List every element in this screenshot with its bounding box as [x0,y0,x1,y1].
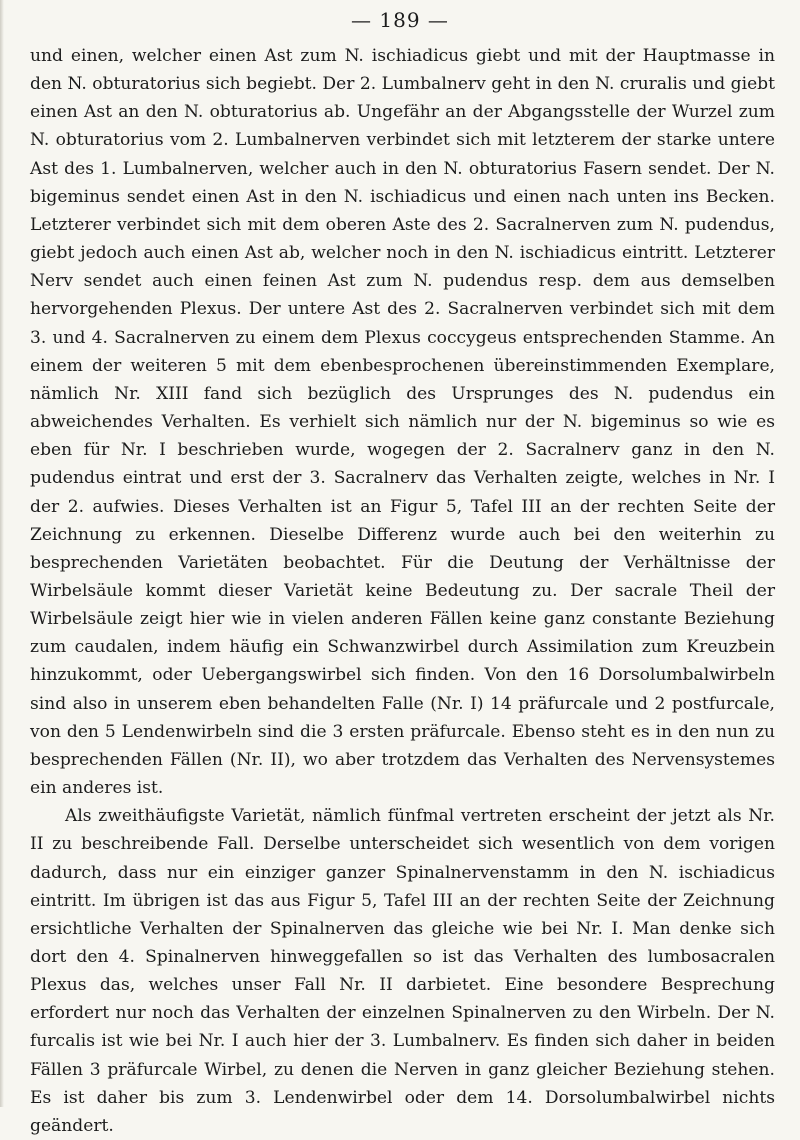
body-text [30,42,775,1140]
page-number: — 189 — [351,8,449,32]
page-edge-shadow [0,0,4,1107]
paragraph-2: Als zweithäufigste Varietät, nämlich fünfmal vertreten erscheint der jetzt als Nr. II zu beschreibende Fall. Derselbe unterscheidet sich wesentlich von dem vorigen dadurch, dass nur ein einziger ganzer Spinalnervenstamm in den N. ischiadicus eintritt. Im übrigen ist das aus Figur 5, Tafel III an der rechten Seite der Zeichnung ersichtliche Verhalten der Spinalnerven das gleiche wie bei Nr. I. Man denke sich dort den 4. Spinalnerven hinweggefallen so ist das Verhalten des lumbosacralen Plexus das, welches unser Fall Nr. II darbietet. Eine besondere Besprechung erfordert nur noch das Verhalten der einzelnen Spinalnerven zu den Wirbeln. Der N. furcalis ist wie bei Nr. I auch hier der 3. Lumbalnerv. Es finden sich daher in beiden Fällen 3 präfurcale Wirbel, zu denen die Nerven in ganz gleicher Beziehung stehen. Es ist daher bis zum 3. Lendenwirbel oder dem 14. Dorsolumbalwirbel nichts geändert. [30,806,775,1136]
paragraph-1: und einen, welcher einen Ast zum N. ischiadicus giebt und mit der Hauptmasse in den N. obturatorius sich begiebt. Der 2. Lumbalnerv geht in den N. cruralis und giebt einen Ast an den N. obturatorius ab. Ungefähr an der Abgangsstelle der Wurzel zum N. obturatorius vom 2. Lumbalnerven verbindet sich mit letzterem der starke untere Ast des 1. Lumbalnerven, welcher auch in den N. obturatorius Fasern sendet. Der N. bigeminus sendet einen Ast in den N. ischiadicus und einen nach unten ins Becken. Letzterer verbindet sich mit dem oberen Aste des 2. Sacralnerven zum N. pudendus, giebt jedoch auch einen Ast ab, welcher noch in den N. ischiadicus eintritt. Letzterer Nerv sendet auch einen feinen Ast zum N. pudendus resp. dem aus demselben hervorgehenden Plexus. Der untere Ast des 2. Sacralnerven verbindet sich mit dem 3. und 4. Sacralnerven zu einem dem Plexus coccygeus entsprechenden Stamme. An einem der weiteren 5 mit dem ebenbesprochenen übereinstimmenden Exemplare, nämlich Nr. XIII fand sich bezüglich des Ursprunges des N. pudendus ein abweichendes Verhalten. Es verhielt sich nämlich nur der N. bigeminus so wie es eben für Nr. I beschrieben wurde, wogegen der 2. Sacralnerv ganz in den N. pudendus eintrat und erst der 3. Sacralnerv das Verhalten zeigte, welches in Nr. I der 2. aufwies. Dieses Verhalten ist an Figur 5, Tafel III an der rechten Seite der Zeichnung zu erkennen. Dieselbe Differenz wurde auch bei den weiterhin zu besprechenden Varietäten beobachtet. Für die Deutung der Verhältnisse der Wirbelsäule kommt dieser Varietät keine Bedeutung zu. Der sacrale Theil der Wirbelsäule zeigt hier wie in vielen anderen Fällen keine ganz constante Beziehung zum caudalen, indem häufig ein Schwanzwirbel durch Assimilation zum Kreuzbein hinzukommt, oder Uebergangswirbel sich finden. Von den 16 Dorsolumbalwirbeln sind also in unserem eben behandelten Falle (Nr. I) 14 präfurcale und 2 postfurcale, von den 5 Lendenwirbeln sind die 3 ersten präfurcale. Ebenso steht es in den nun zu besprechenden Fällen (Nr. II), wo aber trotzdem das Verhalten des Nervensystemes ein anderes ist. [30,46,775,799]
